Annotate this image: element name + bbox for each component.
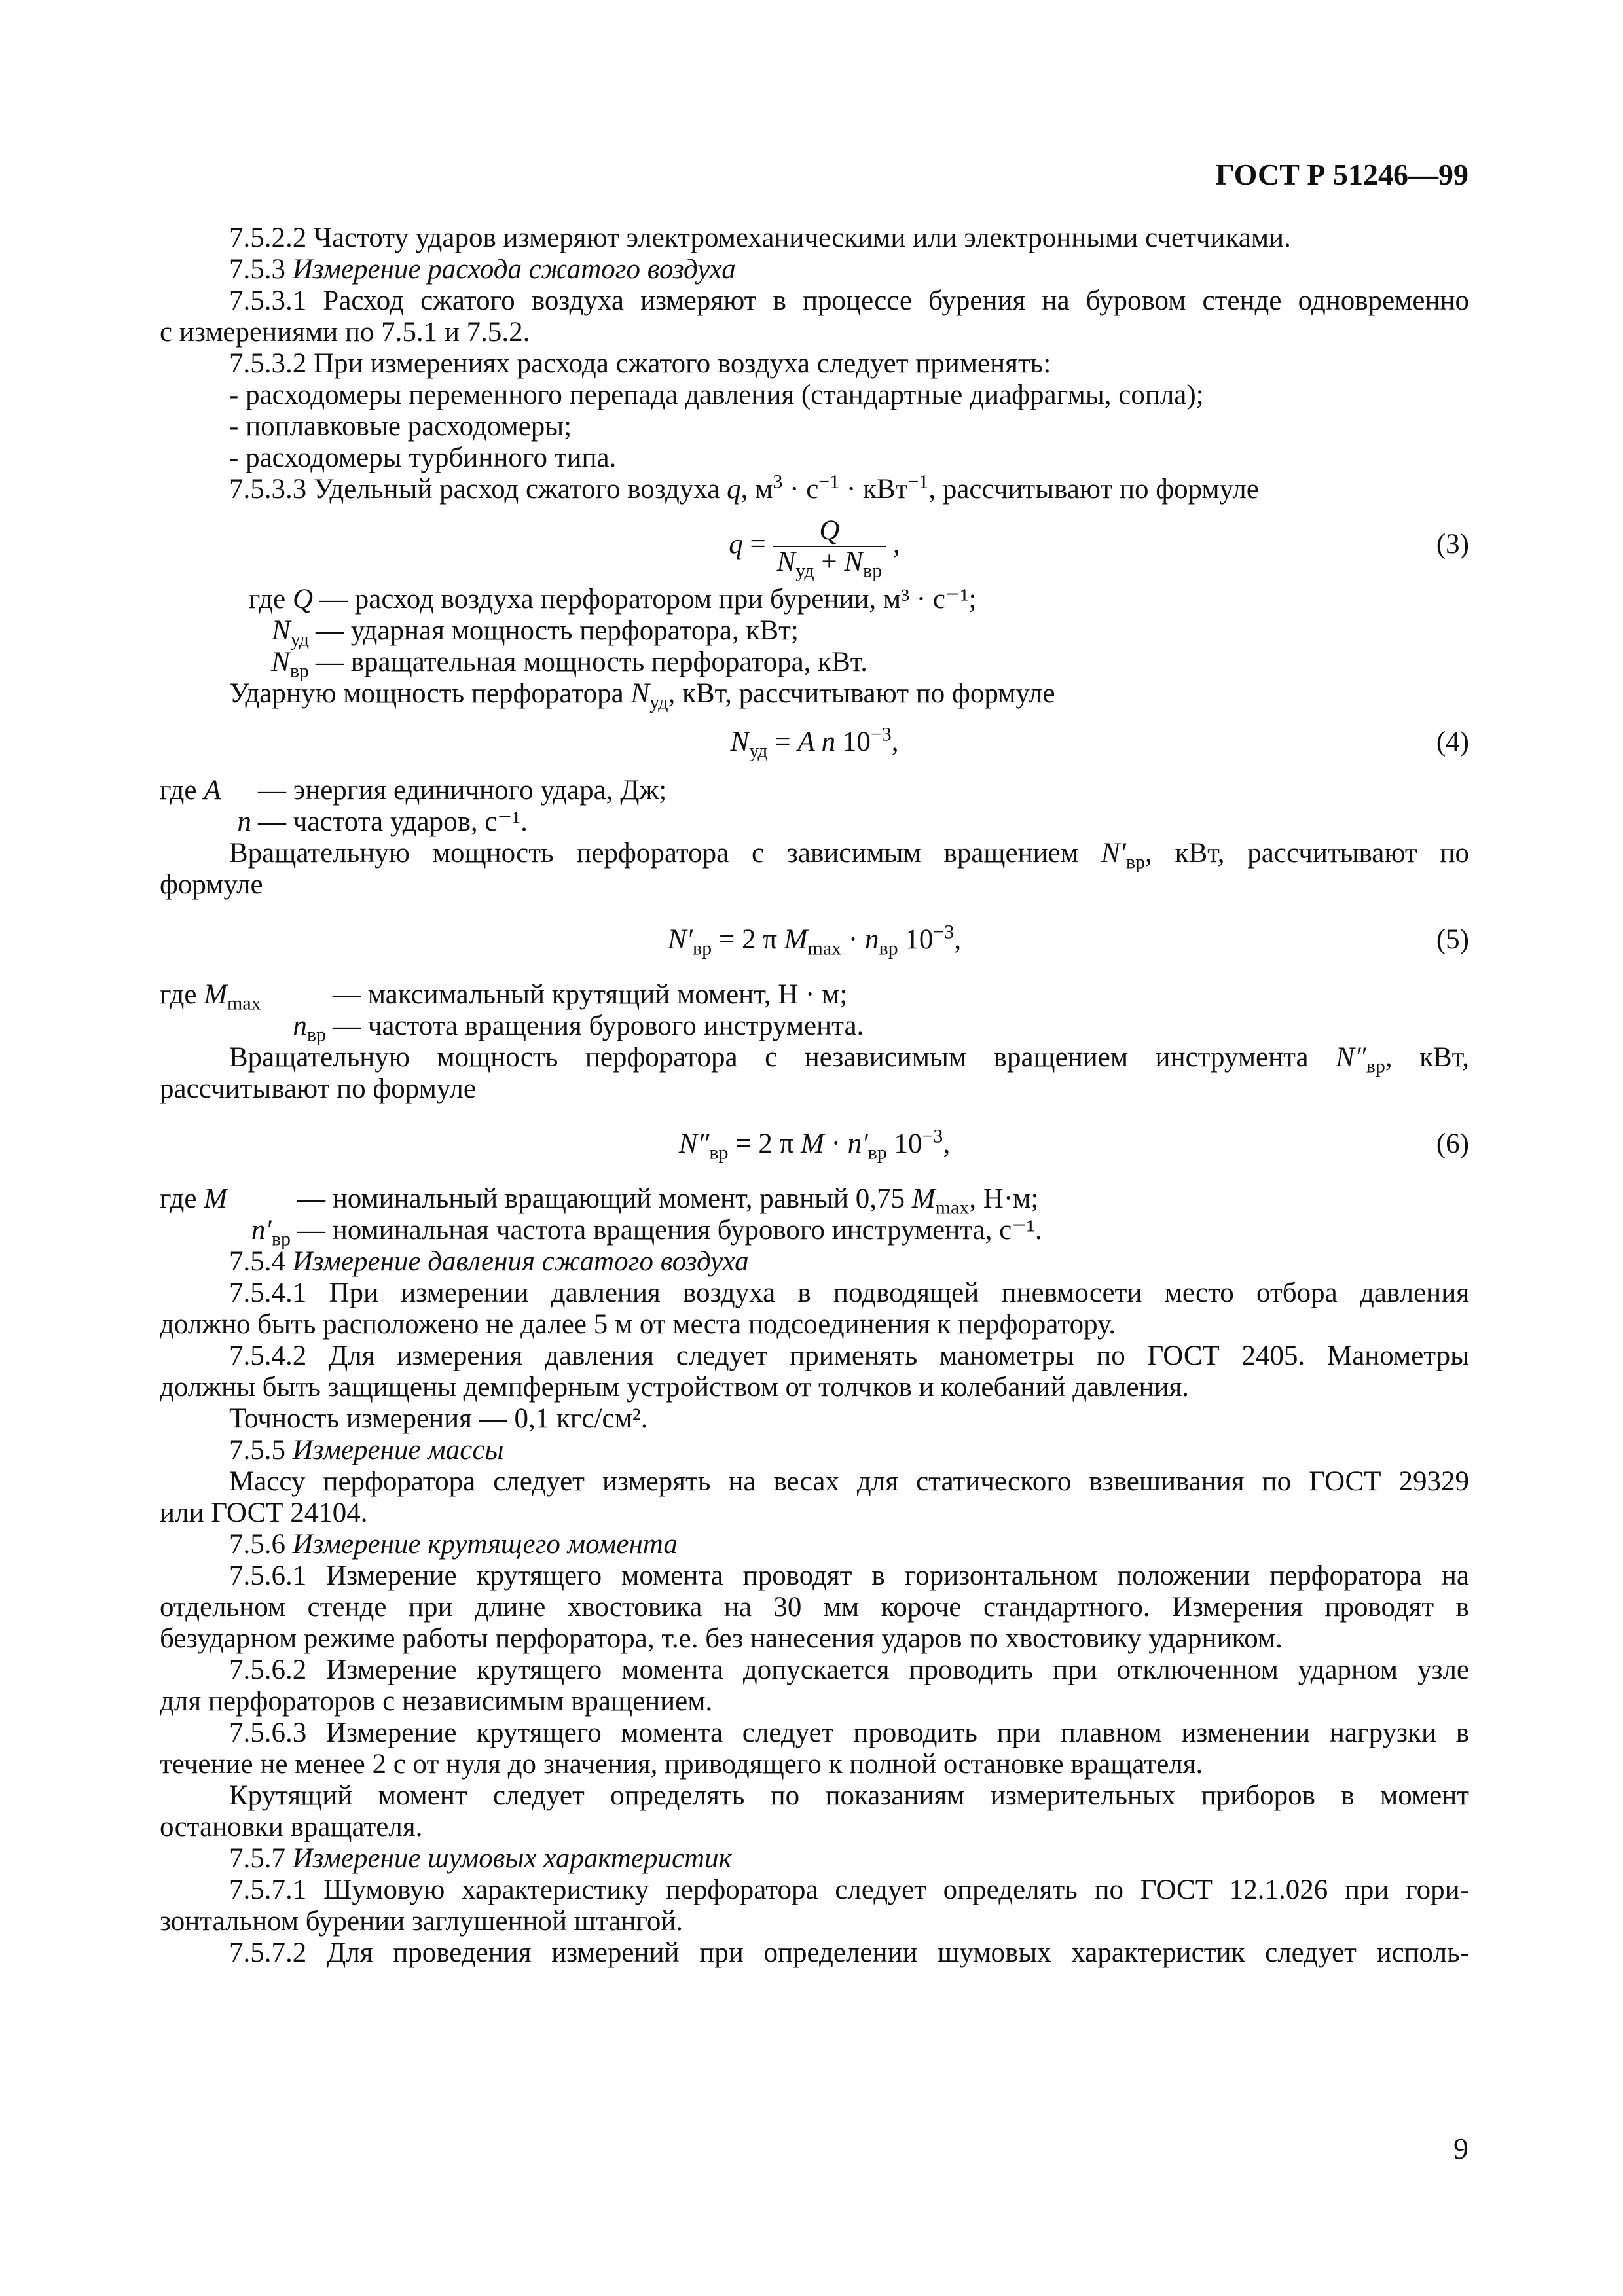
list-item: - расходомеры турбинного типа. [229, 442, 617, 473]
list-item: - расходомеры переменного перепада давления (стандартные диафрагмы, сопла); [229, 380, 1204, 410]
para-7542a: 7.5.4.2 Для измерения давления следует применять манометры по ГОСТ 2405. Манометры [229, 1340, 1469, 1371]
formula-6: $N''_{вр} = 2$ π $M \cdot n'_{вр}$ $10^{-3}$, (6) [160, 1105, 1469, 1183]
formula-3: q = $\frac{Q}{N_{уд} + N_{вр}}$ , (3) [160, 505, 1469, 584]
where-list-4: где A — энергия единичного удара, Дж; n — частота ударов, с⁻¹. [160, 775, 667, 837]
para-7522: 7.5.2.2 Частоту ударов измеряют электромеханическими или электронными счетчиками. [229, 223, 1291, 253]
para-7531b: с измерениями по 7.5.1 и 7.5.2. [160, 317, 530, 348]
list-item: - поплавковые расходомеры; [229, 411, 572, 442]
formula-number: (6) [1436, 1128, 1469, 1159]
para-7561a: 7.5.6.1 Измерение крутящего момента проводят в горизонтальном положении перфоратора на [229, 1560, 1469, 1591]
para-vr1: Вращательную мощность перфоратора с зависимым вращением $N'_{вр}$, кВт, рассчитывают по [229, 838, 1470, 873]
para-udarnaya: Ударную мощность перфоратора $N_{уд}$, кВт, рассчитывают по формуле [229, 678, 1055, 713]
para-7562a: 7.5.6.2 Измерение крутящего момента допускается проводить при отключенном ударном узле [229, 1655, 1469, 1685]
para-7562b: для перфораторов с независимым вращением. [160, 1686, 713, 1717]
formula-4: $N_{уд} = A$ n $10^{-3}$, (4) [160, 709, 1469, 775]
para-krut-a: Крутящий момент следует определять по показаниям измерительных приборов в момент [229, 1780, 1469, 1811]
formula-number: (3) [1436, 529, 1469, 560]
document-body [160, 223, 1469, 1969]
para-7563a: 7.5.6.3 Измерение крутящего момента следует проводить при плавном изменении нагрузки в [229, 1717, 1469, 1748]
formula-number: (5) [1436, 924, 1469, 955]
para-7561b: отдельном стенде при длине хвостовика на 30 мм короче стандартного. Измерения проводят в [160, 1592, 1469, 1623]
para-7533: 7.5.3.3 Удельный расход сжатого воздуха q, $м^3 \cdot с^{-1} \cdot кВт^{-1}$, рассчитывают по формуле [229, 471, 1259, 505]
para-7563b: течение не менее 2 с от нуля до значения, приводящего к полной остановке вращателя. [160, 1749, 1203, 1780]
para-7571a: 7.5.7.1 Шумовую характеристику перфоратора следует определять по ГОСТ 12.1.026 при гори- [229, 1874, 1469, 1905]
heading-757: 7.5.7 Измерение шумовых характеристик [229, 1843, 732, 1874]
where-list-3: где Q — расход воздуха перфоратором при бурении, м³ · с⁻¹; $N_{уд}$ — ударная мощность перфоратора, кВт; $N_{вр}$ — вращательная мощность перфоратора, кВт. [248, 584, 977, 682]
para-mass-a: Массу перфоратора следует измерять на весах для статического взвешивания по ГОСТ 29329 [229, 1466, 1469, 1497]
formula-5: $N'_{вр} = 2$ π $M_{max} \cdot n_{вр}$ $10^{-3}$, (5) [160, 901, 1469, 979]
para-accuracy: Точность измерения — 0,1 кгс/см². [229, 1403, 648, 1434]
where-list-6: где M — номинальный вращающий момент, равный 0,75 $M_{max}$, Н·м; $n'_{вр}$ — номинальная частота вращения бурового инструмента, с⁻¹. [160, 1183, 1042, 1250]
para-mass-b: или ГОСТ 24104. [160, 1498, 368, 1528]
para-7532: 7.5.3.2 При измерениях расхода сжатого воздуха следует применять: [229, 348, 1051, 379]
para-7541a: 7.5.4.1 При измерении давления воздуха в подводящей пневмосети место отбора давления [229, 1278, 1469, 1308]
para-vr1c: формуле [160, 869, 263, 900]
heading-754: 7.5.4 Измерение давления сжатого воздуха [229, 1246, 749, 1277]
heading-756: 7.5.6 Измерение крутящего момента [229, 1529, 678, 1560]
document-header: ГОСТ Р 51246—99 [1215, 158, 1468, 191]
para-7572: 7.5.7.2 Для проведения измерений при определении шумовых характеристик следует исполь- [229, 1937, 1469, 1968]
para-7531a: 7.5.3.1 Расход сжатого воздуха измеряют в процессе бурения на буровом стенде одновременно [229, 285, 1469, 316]
para-krut-b: остановки вращателя. [160, 1812, 423, 1842]
page-number: 9 [1453, 2132, 1468, 2165]
para-vr2: Вращательную мощность перфоратора с независимым вращением инструмента $N''_{вр}$, кВт, [229, 1042, 1469, 1077]
para-7561c: безударном режиме работы перфоратора, т.е. без нанесения ударов по хвостовику ударником. [160, 1623, 1283, 1654]
heading-753: 7.5.3 Измерение расхода сжатого воздуха [229, 254, 736, 285]
para-vr2c: рассчитывают по формуле [160, 1073, 476, 1104]
para-7542b: должны быть защищены демпферным устройством от толчков и колебаний давления. [160, 1372, 1189, 1403]
heading-755: 7.5.5 Измерение массы [229, 1435, 504, 1465]
formula-number: (4) [1436, 726, 1469, 757]
where-list-5: где $M_{max}$ — максимальный крутящий момент, Н · м; $n_{вр}$ — частота вращения бурового инструмента. [160, 979, 864, 1046]
para-7571b: зонтальном бурении заглушенной штангой. [160, 1906, 684, 1937]
para-7541b: должно быть расположено не далее 5 м от места подсоединения к перфоратору. [160, 1309, 1116, 1340]
